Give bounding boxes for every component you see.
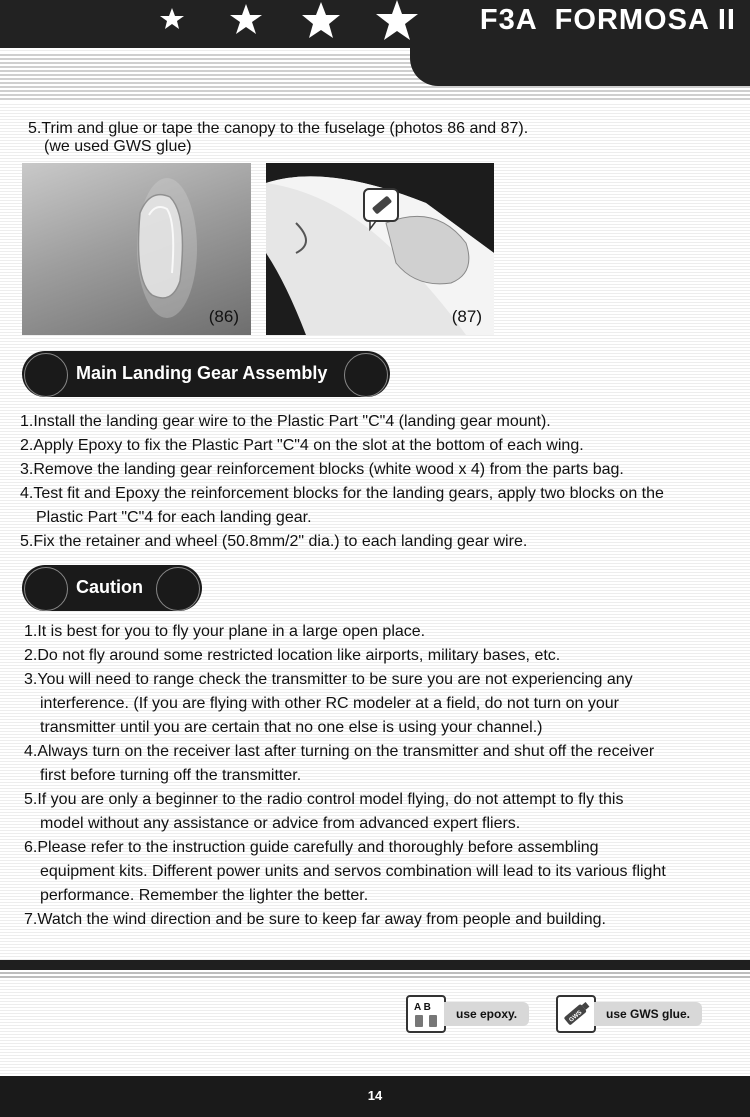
list-item: 2.Apply Epoxy to fix the Plastic Part "C"4 on the slot at the bottom of each wing.: [20, 437, 584, 454]
list-item: 5.If you are only a beginner to the radio control model flying, do not attempt to fly this model without any assistance or advice from advanced expert fliers.: [24, 791, 624, 832]
list-item: 3.You will need to range check the transmitter to be sure you are not experiencing any interference. (If you are flying with other RC modeler at a field, do not turn on your transmitter until you are certain that no one else is using your channel.): [24, 671, 633, 736]
epoxy-icon: [406, 995, 446, 1033]
list-item: 3.Remove the landing gear reinforcement blocks (white wood x 4) from the parts bag.: [20, 461, 624, 478]
list-item: 7.Watch the wind direction and be sure to keep far away from people and building.: [24, 911, 606, 928]
photo-86: [22, 163, 251, 335]
photo-87: [266, 163, 494, 335]
photo-87-caption: (87): [451, 307, 482, 326]
section-header-caution: [22, 565, 202, 611]
legend-glue: [556, 994, 702, 1034]
list-item: 4.Always turn on the receiver last after turning on the transmitter and shut off the receiver first before turning off the transmitter.: [24, 743, 655, 784]
section-title-caution: Caution: [76, 577, 143, 597]
legend-epoxy-label: use epoxy.: [444, 1002, 529, 1026]
list-item: 1.It is best for you to fly your plane in a large open place.: [24, 623, 426, 640]
step5-line2: (we used GWS glue): [44, 138, 192, 155]
photo-86-caption: (86): [208, 307, 239, 326]
list-item: 2.Do not fly around some restricted location like airports, military bases, etc.: [24, 647, 561, 664]
section-title-landing-gear: Main Landing Gear Assembly: [76, 363, 328, 383]
section-header-landing-gear: [22, 351, 390, 397]
svg-text:GWS: GWS: [568, 1009, 584, 1024]
list-item: 1.Install the landing gear wire to the Plastic Part "C"4 (landing gear mount).: [20, 413, 551, 430]
section-bullet-icon: [24, 353, 68, 397]
bottom-stripe: [0, 970, 750, 980]
caution-list: [24, 620, 666, 932]
section-bullet-icon: [344, 353, 388, 397]
list-item: 5.Fix the retainer and wheel (50.8mm/2" dia.) to each landing gear wire.: [20, 533, 528, 550]
step5-line1: 5.Trim and glue or tape the canopy to the fuselage (photos 86 and 87).: [28, 120, 529, 137]
page-number: 14: [367, 1088, 383, 1103]
brand-title: F3A FORMOSA II: [479, 4, 736, 36]
legend-glue-label: use GWS glue.: [594, 1002, 702, 1026]
svg-text:A B: A B: [414, 1002, 431, 1013]
list-item: 6.Please refer to the instruction guide carefully and thoroughly before assembling equipment kits. Different power units and servos combination will lead to its various flight performance. Remember the lighter the better.: [24, 839, 666, 904]
landing-gear-steps: [20, 410, 664, 554]
section-bullet-icon: [156, 567, 200, 611]
bottom-band: [0, 960, 750, 970]
glue-tube-icon: [556, 995, 596, 1033]
page-footer: [0, 1076, 750, 1117]
legend-epoxy: [406, 994, 529, 1034]
list-item: 4.Test fit and Epoxy the reinforcement blocks for the landing gears, apply two blocks on the Plastic Part "C"4 for each landing gear.: [20, 485, 664, 526]
section-bullet-icon: [24, 567, 68, 611]
